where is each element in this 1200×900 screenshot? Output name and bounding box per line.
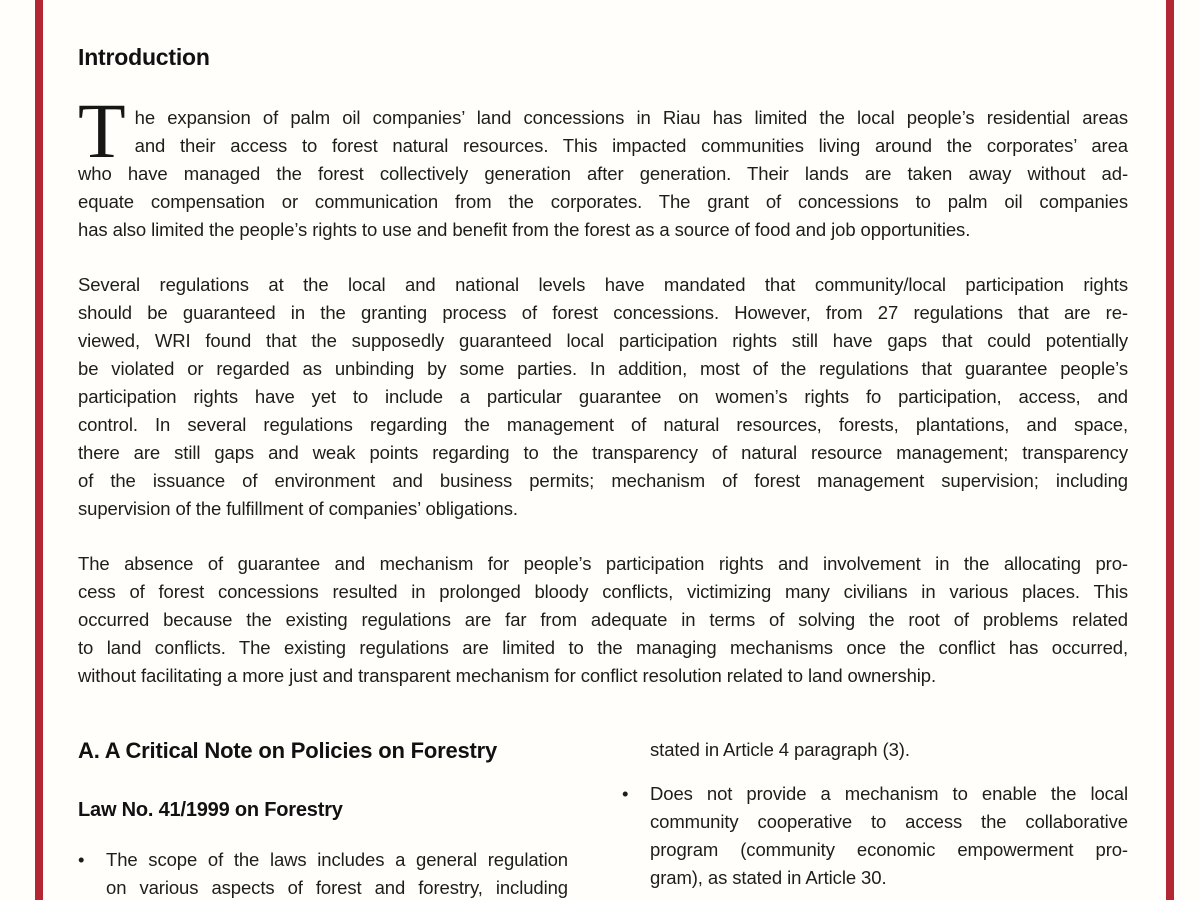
text-line: viewed, WRI found that the supposedly guaranteed local participation rights still have gaps that could potentially <box>78 330 1128 351</box>
bullet-icon: • <box>622 783 629 804</box>
text-line: to land conflicts. The existing regulations are limited to the managing mechanisms once the conflict has occurred, <box>78 637 1128 658</box>
text-line: control. In several regulations regarding the management of natural resources, forests, plantations, and space, <box>78 414 1128 435</box>
text-line: program (community economic empowerment pro- <box>650 839 1128 860</box>
bullet-item <box>78 846 568 900</box>
text-line: gram), as stated in Article 30. <box>650 867 887 888</box>
document-content <box>78 42 1128 900</box>
text-line: should be guaranteed in the granting process of forest concessions. However, from 27 regulations that are re- <box>78 302 1128 323</box>
section-heading: A. A Critical Note on Policies on Forestry <box>78 738 498 763</box>
intro-paragraph-2 <box>78 271 1128 523</box>
text-line: occurred because the existing regulations are far from adequate in terms of solving the root of problems related <box>78 609 1128 630</box>
bullet-icon: • <box>78 849 85 870</box>
text-line: without facilitating a more just and transparent mechanism for conflict resolution related to land ownership. <box>78 665 937 686</box>
column-right <box>622 736 1128 900</box>
text-line: The absence of guarantee and mechanism for people’s participation rights and involvement in the allocating pro- <box>78 553 1128 574</box>
text-line: cess of forest concessions resulted in prolonged bloody conflicts, victimizing many civilians in various places. This <box>78 581 1128 602</box>
text-line: equate compensation or communication from the corporates. The grant of concessions to palm oil companies <box>78 191 1128 212</box>
text-line: participation rights have yet to include a particular guarantee on women’s rights fo participation, access, and <box>78 386 1128 407</box>
column-left <box>78 736 568 900</box>
intro-paragraph-1 <box>78 87 1128 244</box>
text-line: stated in Article 4 paragraph (3). <box>650 739 910 760</box>
text-line: on various aspects of forest and forestry, including <box>106 877 568 898</box>
intro-heading: Introduction <box>78 44 210 70</box>
bullet-text <box>106 846 568 900</box>
dropcap-letter: T <box>78 87 126 174</box>
text-line: of the issuance of environment and business permits; mechanism of forest management supervision; including <box>78 470 1128 491</box>
text-line: The scope of the laws includes a general regulation <box>106 849 568 870</box>
right-accent-bar <box>1166 0 1174 900</box>
bullet-item <box>622 780 1128 892</box>
text-line: Several regulations at the local and national levels have mandated that community/local participation rights <box>78 274 1128 295</box>
text-line: be violated or regarded as unbinding by some parties. In addition, most of the regulations that guarantee people’s <box>78 358 1128 379</box>
text-line: there are still gaps and weak points regarding to the transparency of natural resource management; transparency <box>78 442 1128 463</box>
text-line: who have managed the forest collectively generation after generation. Their lands are taken away without ad- <box>78 163 1128 184</box>
two-column-section <box>78 736 1128 900</box>
intro-paragraph-3 <box>78 550 1128 690</box>
text-line: has also limited the people’s rights to use and benefit from the forest as a source of food and job opportunities. <box>78 219 971 240</box>
text-line: community cooperative to access the collaborative <box>650 811 1128 832</box>
text-line: he expansion of palm oil companies’ land concessions in Riau has limited the local people’s residential areas <box>134 107 1128 128</box>
text-line: and their access to forest natural resources. This impacted communities living around the corporates’ area <box>134 135 1128 156</box>
bullet-continuation <box>622 736 1128 764</box>
left-accent-bar <box>35 0 43 900</box>
text-line: Does not provide a mechanism to enable the local <box>650 783 1128 804</box>
law-subheading: Law No. 41/1999 on Forestry <box>78 799 343 821</box>
text-line: supervision of the fulfillment of companies’ obligations. <box>78 498 518 519</box>
bullet-text <box>650 780 1128 892</box>
